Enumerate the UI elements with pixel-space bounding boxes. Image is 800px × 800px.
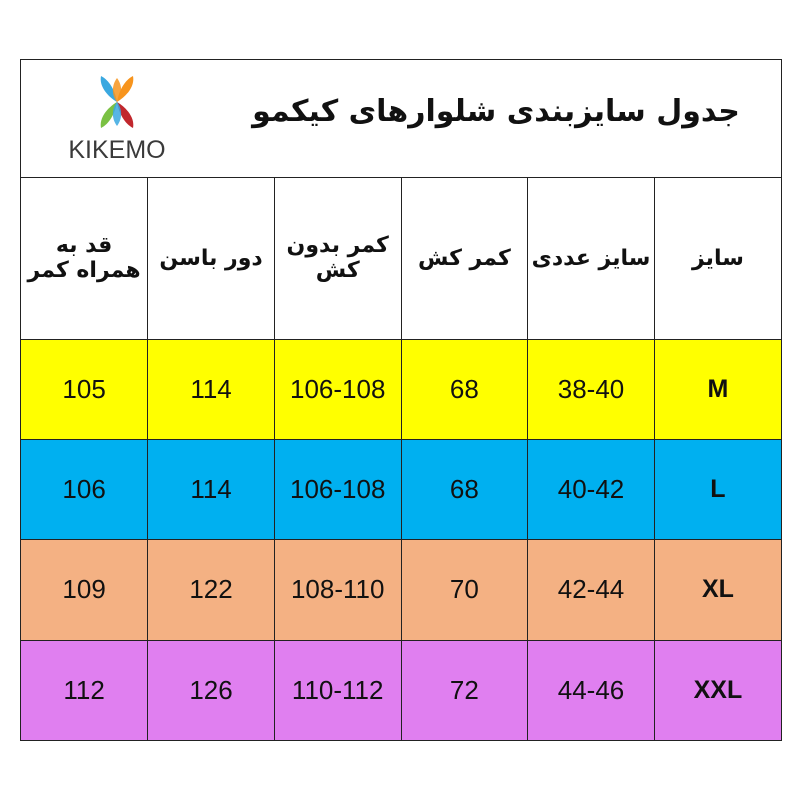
header-hip: دور باسن — [148, 178, 275, 339]
hip-cell: 114 — [148, 339, 275, 439]
hip-cell: 126 — [148, 640, 275, 740]
kikemo-logo — [57, 72, 187, 172]
hip-cell: 122 — [148, 540, 275, 640]
length-cell: 109 — [21, 540, 148, 640]
header-size: سایز — [654, 178, 781, 339]
waist-elastic-cell: 68 — [401, 339, 528, 439]
numeric-cell: 38-40 — [528, 339, 655, 439]
length-cell: 106 — [21, 439, 148, 539]
numeric-cell: 44-46 — [528, 640, 655, 740]
size-cell: L — [654, 439, 781, 539]
header-waist-elastic: کمر کش — [401, 178, 528, 339]
header-waist-no-elastic: کمر بدون کش — [274, 178, 401, 339]
length-cell: 112 — [21, 640, 148, 740]
header-length: قد به همراه کمر — [21, 178, 148, 339]
table-row — [21, 640, 781, 740]
header-numeric-size: سایز عددی — [528, 178, 655, 339]
numeric-cell: 42-44 — [528, 540, 655, 640]
size-table — [21, 178, 781, 740]
waist-elastic-cell: 68 — [401, 439, 528, 539]
size-chart — [20, 59, 782, 741]
hip-cell: 114 — [148, 439, 275, 539]
header-row — [21, 178, 781, 339]
numeric-cell: 40-42 — [528, 439, 655, 539]
table-row — [21, 339, 781, 439]
kikemo-flower-icon — [95, 74, 139, 130]
waist-no-elastic-cell: 108-110 — [274, 540, 401, 640]
table-row — [21, 439, 781, 539]
chart-title: جدول سایزبندی شلوارهای کیکمو — [252, 94, 740, 129]
size-cell: M — [654, 339, 781, 439]
waist-no-elastic-cell: 110-112 — [274, 640, 401, 740]
size-cell: XXL — [654, 640, 781, 740]
waist-elastic-cell: 72 — [401, 640, 528, 740]
size-cell: XL — [654, 540, 781, 640]
waist-no-elastic-cell: 106-108 — [274, 339, 401, 439]
waist-no-elastic-cell: 106-108 — [274, 439, 401, 539]
title-row — [21, 60, 781, 178]
logo-text: KIKEMO — [68, 136, 166, 164]
table-row — [21, 540, 781, 640]
length-cell: 105 — [21, 339, 148, 439]
waist-elastic-cell: 70 — [401, 540, 528, 640]
